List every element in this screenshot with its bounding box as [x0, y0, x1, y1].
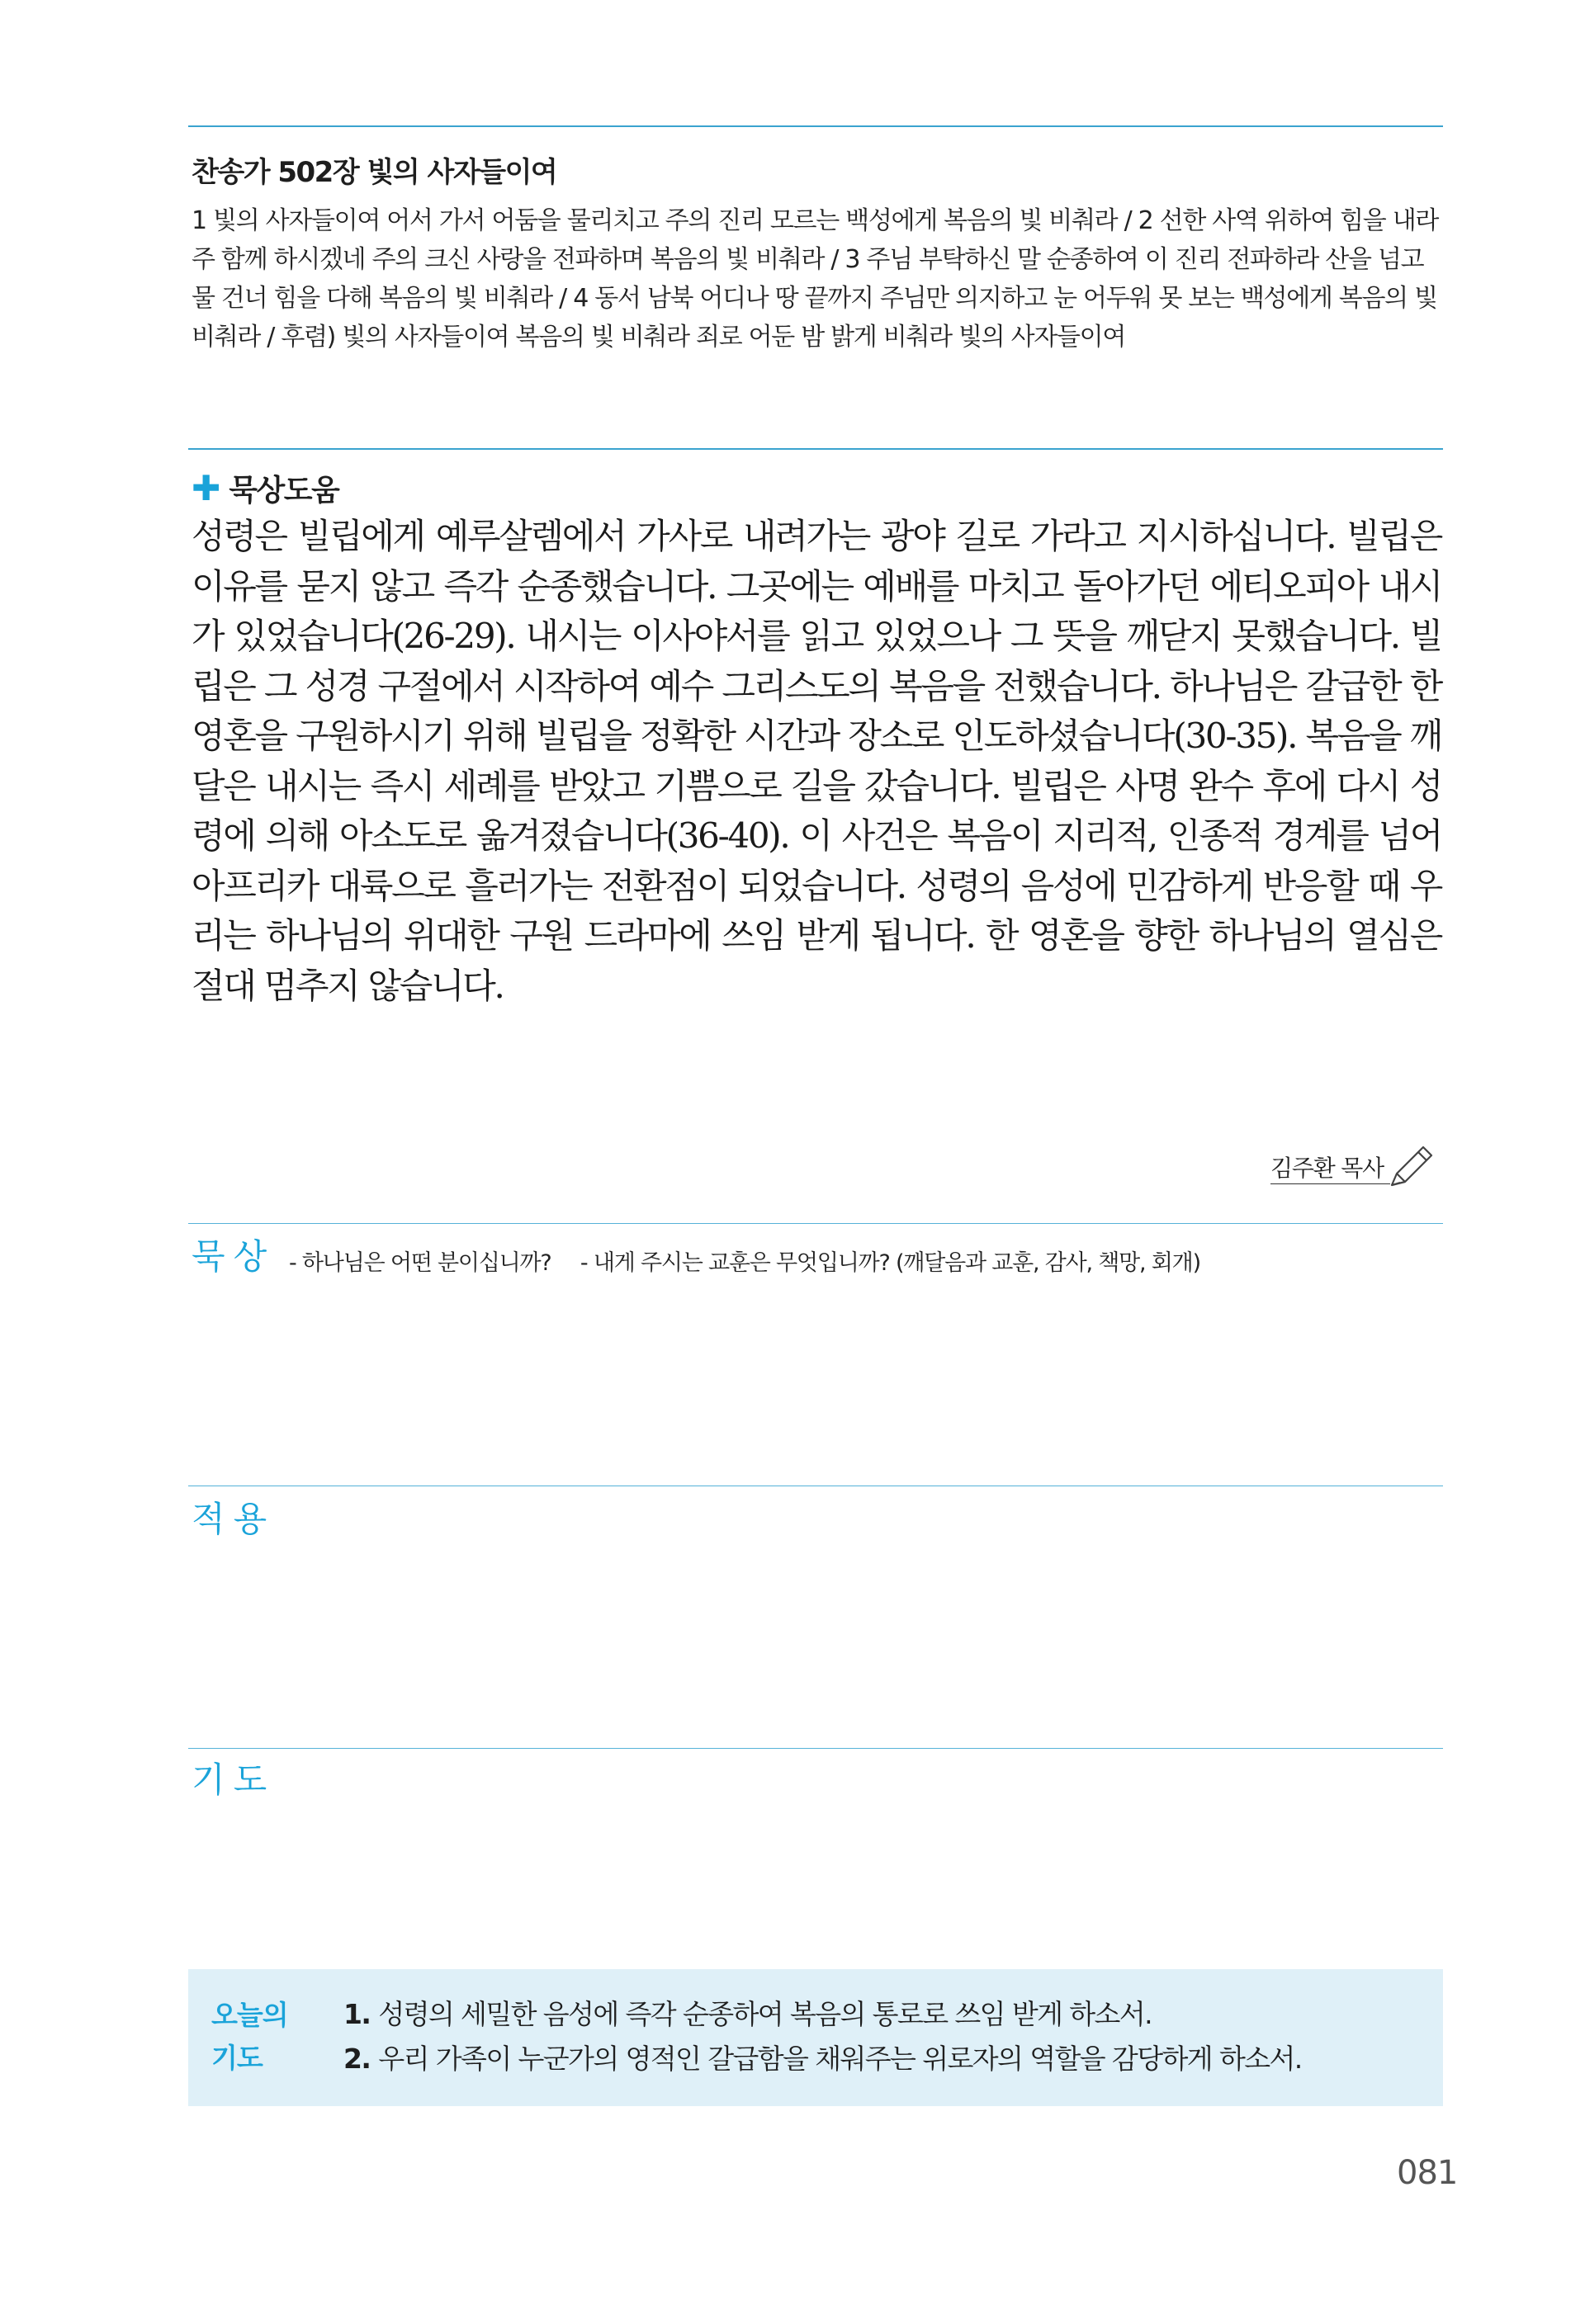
today-prayer-label-line1: 오늘의 — [211, 1999, 288, 2031]
today-prayer-box — [188, 1969, 1443, 2106]
top-rule — [188, 125, 1443, 127]
pencil-icon — [1385, 1142, 1436, 1192]
pray-section — [192, 1753, 275, 1802]
hymn-block — [192, 154, 1440, 357]
hymn-bottom-rule — [188, 448, 1443, 450]
author-signature — [1139, 1142, 1436, 1192]
apply-section — [192, 1492, 275, 1542]
prayer-number: 2. — [343, 2043, 371, 2075]
today-prayer-label — [211, 1994, 288, 2080]
prayer-text: 우리 가족이 누군가의 영적인 갈급함을 채워주는 위로자의 역할을 감당하게 하소서. — [378, 2043, 1302, 2075]
meditate-rule — [188, 1223, 1443, 1224]
pray-rule — [188, 1748, 1443, 1749]
apply-title: 적용 — [192, 1499, 276, 1539]
list-item — [343, 1992, 1302, 2037]
hymn-lyrics: 1 빛의 사자들이여 어서 가서 어둠을 물리치고 주의 진리 모르는 백성에게 복음의 빛 비춰라 / 2 선한 사역 위하여 힘을 내라 주 함께 하시겠네 주의 크신 사랑을 전파하며 복음의 빛 비춰라 / 3 주님 부탁하신 말 순종하여 이 진리 전파하라 산을 넘고 물 건너 힘을 다해 복음의 빛 비춰라 / 4 동서 남북 어디나 땅 끝까지 주님만 의지하고 눈 어두워 못 보는 백성에게 복음의 빛 비춰라 / 후렴) 빛의 사자들이여 복음의 빛 비춰라 죄로 어둔 밤 밝게 비춰라 빛의 사자들이여 — [192, 206, 1439, 352]
meditation-title: 묵상도움 — [229, 474, 339, 508]
today-prayer-list — [343, 1992, 1302, 2081]
meditate-title: 묵상 — [192, 1236, 276, 1277]
plus-icon: ✚ — [192, 467, 221, 508]
meditation-body: 성령은 빌립에게 예루살렘에서 가사로 내려가는 광야 길로 가라고 지시하십니다. 빌립은 이유를 묻지 않고 즉각 순종했습니다. 그곳에는 예배를 마치고 돌아가던 에티오피아 내시가 있었습니다(26-29). 내시는 이사야서를 읽고 있었으나 그 뜻을 깨닫지 못했습니다. 빌립은 그 성경 구절에서 시작하여 예수 그리스도의 복음을 전했습니다. 하나님은 갈급한 한 영혼을 구원하시기 위해 빌립을 정확한 시간과 장소로 인도하셨습니다(30-35). 복음을 깨달은 내시는 즉시 세례를 받았고 기쁨으로 길을 갔습니다. 빌립은 사명 완수 후에 다시 성령에 의해 아소도로 옮겨졌습니다(36-40). 이 사건은 복음이 지리적, 인종적 경계를 넘어 아프리카 대륙으로 흘러가는 전환점이 되었습니다. 성령의 음성에 민감하게 반응할 때 우리는 하나님의 위대한 구원 드라마에 쓰임 받게 됩니다. 한 영혼을 향한 하나님의 열심은 절대 멈추지 않습니다. — [192, 516, 1441, 1006]
prayer-text: 성령의 세밀한 음성에 즉각 순종하여 복음의 통로로 쓰임 받게 하소서. — [378, 1998, 1152, 2030]
author-name: 김주환 목사 — [1270, 1150, 1390, 1184]
page-number: 081 — [1397, 2154, 1458, 2192]
today-prayer-label-line2: 기도 — [211, 2042, 263, 2074]
meditate-questions — [289, 1245, 1223, 1277]
prayer-number: 1. — [343, 1998, 371, 2030]
pray-title: 기도 — [192, 1760, 276, 1800]
meditate-section — [192, 1230, 275, 1279]
meditate-question-1: - 하나님은 어떤 분이십니까? — [289, 1250, 551, 1276]
meditation-header — [192, 467, 338, 509]
meditate-question-2: - 내게 주시는 교훈은 무엇입니까? (깨달음과 교훈, 감사, 책망, 회개) — [580, 1250, 1200, 1276]
list-item — [343, 2037, 1302, 2081]
hymn-title: 찬송가 502장 빛의 사자들이여 — [192, 156, 557, 189]
